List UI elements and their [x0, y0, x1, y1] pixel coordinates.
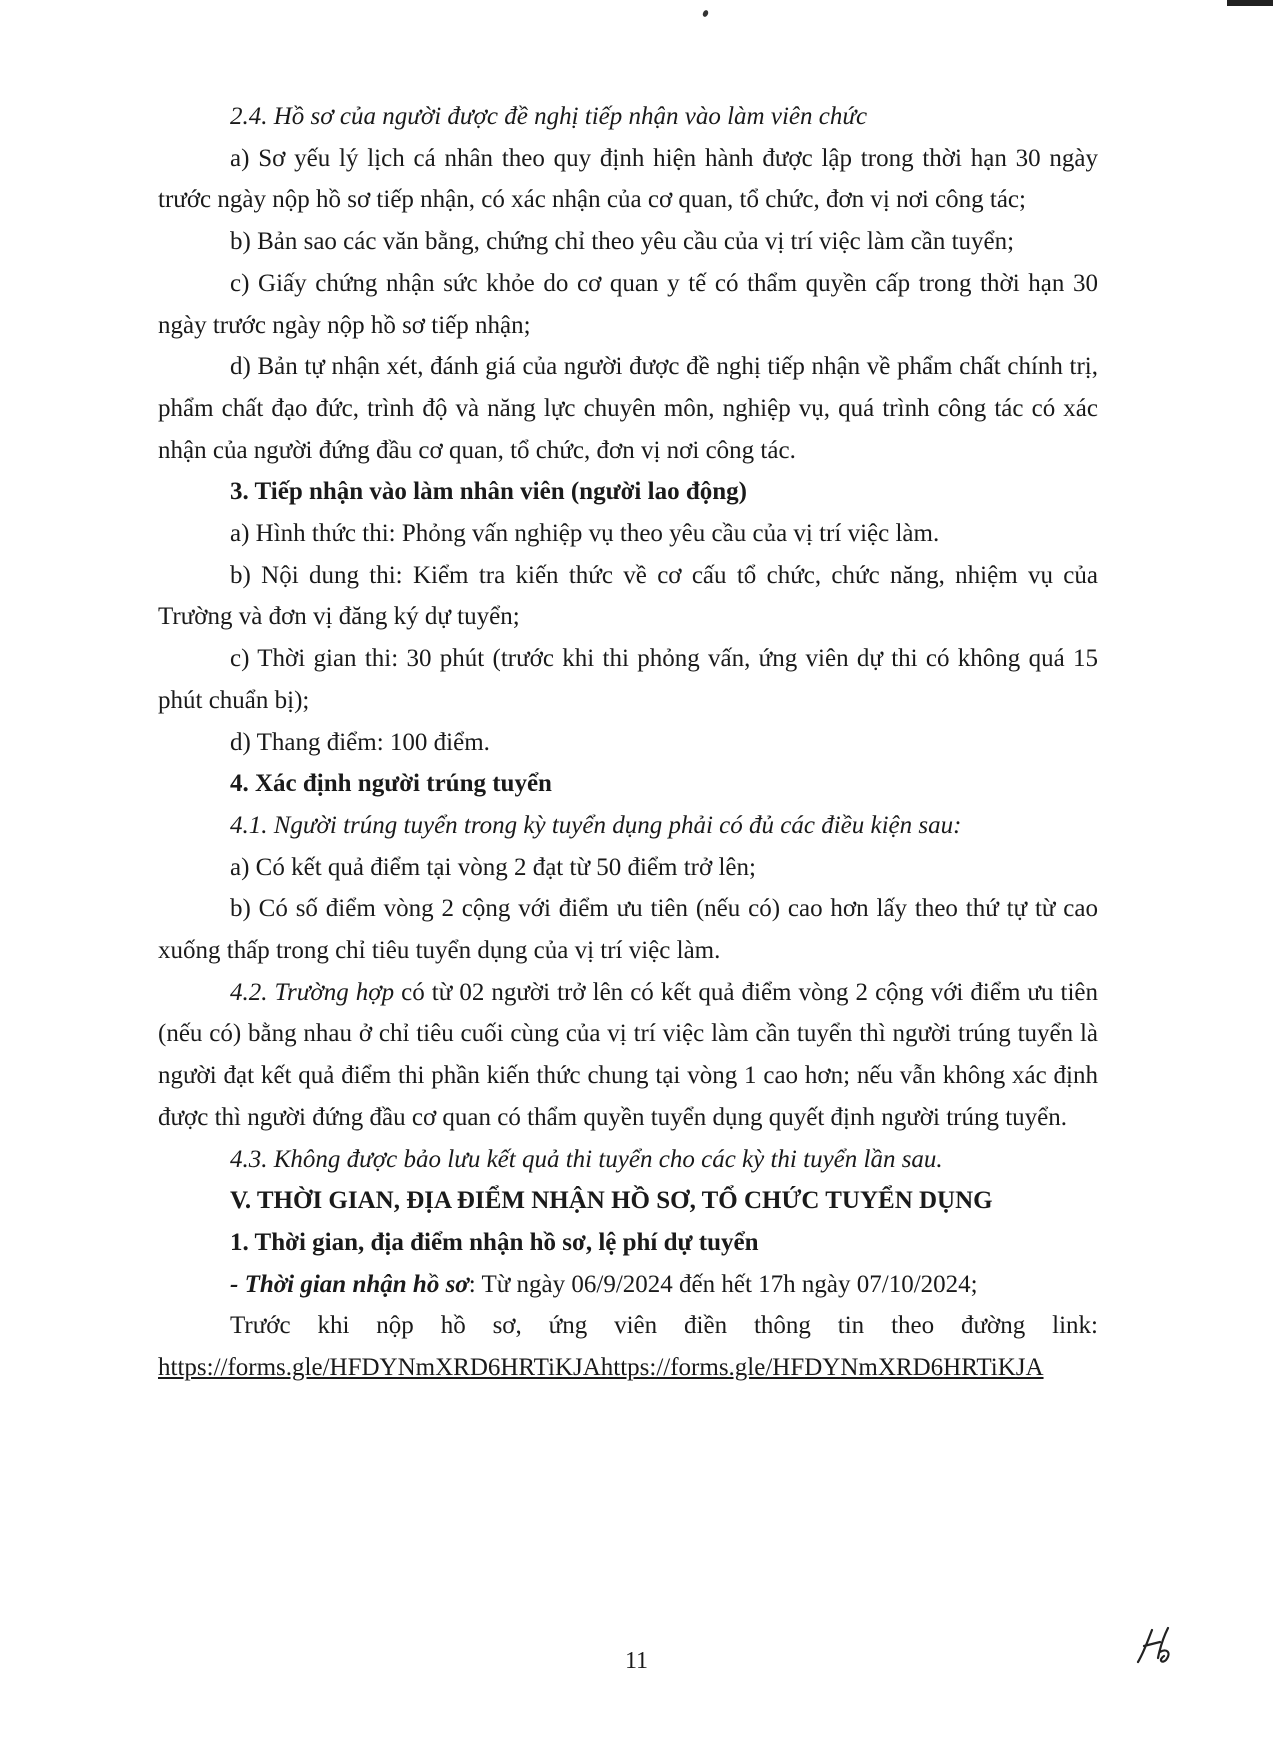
paragraph-4-2-text: có từ 02 người trở lên có kết quả điểm vòng 2 cộng với điểm ưu tiên (nếu có) bằng nhau ở chỉ tiêu cuối cùng của vị trí việc làm cần tuyển thì người trúng tuyển là người đạt kết quả điểm thi phần kiến thức chung tại vòng 1 cao hơn; nếu vẫn không xác định được thì người đứng đầu cơ quan có thẩm quyền tuyển dụng quyết định người trúng tuyển. [158, 978, 1098, 1131]
document-body [158, 96, 1098, 1389]
heading-v-1: 1. Thời gian, địa điểm nhận hồ sơ, lệ phí dự tuyển [230, 1228, 759, 1256]
form-link[interactable]: https://forms.gle/HFDYNmXRD6HRTiKJAhttps://forms.gle/HFDYNmXRD6HRTiKJA [158, 1354, 1044, 1382]
heading-4: 4. Xác định người trúng tuyển [230, 770, 552, 798]
heading-2-4: 2.4. Hồ sơ của người được đề nghị tiếp nhận vào làm viên chức [230, 103, 868, 130]
receive-time-text: : Từ ngày 06/9/2024 đến hết 17h ngày 07/10/2024; [468, 1270, 978, 1298]
scan-speck [702, 9, 709, 17]
heading-section-v: V. THỜI GIAN, ĐỊA ĐIỂM NHẬN HỒ SƠ, TỔ CHỨC TUYỂN DỤNG [230, 1187, 993, 1215]
paragraph-4-2-lead: 4.2. Trường hợp [230, 978, 395, 1006]
paragraph-2-4-c: c) Giấy chứng nhận sức khỏe do cơ quan y tế có thẩm quyền cấp trong thời hạn 30 ngày trước ngày nộp hồ sơ tiếp nhận; [158, 269, 1098, 339]
page-number: 11 [624, 1648, 649, 1674]
paragraph-4-1-b: b) Có số điểm vòng 2 cộng với điểm ưu tiên (nếu có) cao hơn lấy theo thứ tự từ cao xuống thấp trong chỉ tiêu tuyển dụng của vị trí việc làm. [158, 895, 1098, 965]
heading-4-3: 4.3. Không được bảo lưu kết quả thi tuyển cho các kỳ thi tuyển lần sau. [230, 1145, 943, 1173]
paragraph-4-1-a: a) Có kết quả điểm tại vòng 2 đạt từ 50 điểm trở lên; [230, 853, 756, 881]
paragraph-receive-time [158, 1264, 1098, 1306]
paragraph-3-c: c) Thời gian thi: 30 phút (trước khi thi phỏng vấn, ứng viên dự thi có không quá 15 phút chuẩn bị); [158, 645, 1098, 714]
receive-time-label: - Thời gian nhận hồ sơ [230, 1270, 469, 1298]
paragraph-3-d: d) Thang điểm: 100 điểm. [230, 728, 490, 756]
paragraph-2-4-a: a) Sơ yếu lý lịch cá nhân theo quy định hiện hành được lập trong thời hạn 30 ngày trước ngày nộp hồ sơ tiếp nhận, có xác nhận của cơ quan, tổ chức, đơn vị nơi công tác; [158, 144, 1098, 214]
paragraph-4-2 [158, 972, 1098, 1139]
paragraph-2-4-b: b) Bản sao các văn bằng, chứng chỉ theo yêu cầu của vị trí việc làm cần tuyển; [230, 228, 1015, 256]
paragraph-link-intro: Trước khi nộp hồ sơ, ứng viên điền thông tin theo đường link: [230, 1312, 1098, 1340]
paragraph-3-a: a) Hình thức thi: Phỏng vấn nghiệp vụ theo yêu cầu của vị trí việc làm. [230, 520, 940, 548]
heading-3: 3. Tiếp nhận vào làm nhân viên (người lao động) [230, 478, 747, 506]
scan-edge-mark [1227, 0, 1273, 6]
heading-4-1: 4.1. Người trúng tuyển trong kỳ tuyển dụng phải có đủ các điều kiện sau: [230, 811, 962, 839]
paragraph-2-4-d: d) Bản tự nhận xét, đánh giá của người được đề nghị tiếp nhận về phẩm chất chính trị, phẩm chất đạo đức, trình độ và năng lực chuyên môn, nghiệp vụ, quá trình công tác có xác nhận của người đứng đầu cơ quan, tổ chức, đơn vị nơi công tác. [158, 353, 1098, 464]
paragraph-3-b: b) Nội dung thi: Kiểm tra kiến thức về cơ cấu tổ chức, chức năng, nhiệm vụ của Trường và đơn vị đăng ký dự tuyển; [158, 561, 1098, 631]
initials-signature [1130, 1622, 1180, 1672]
